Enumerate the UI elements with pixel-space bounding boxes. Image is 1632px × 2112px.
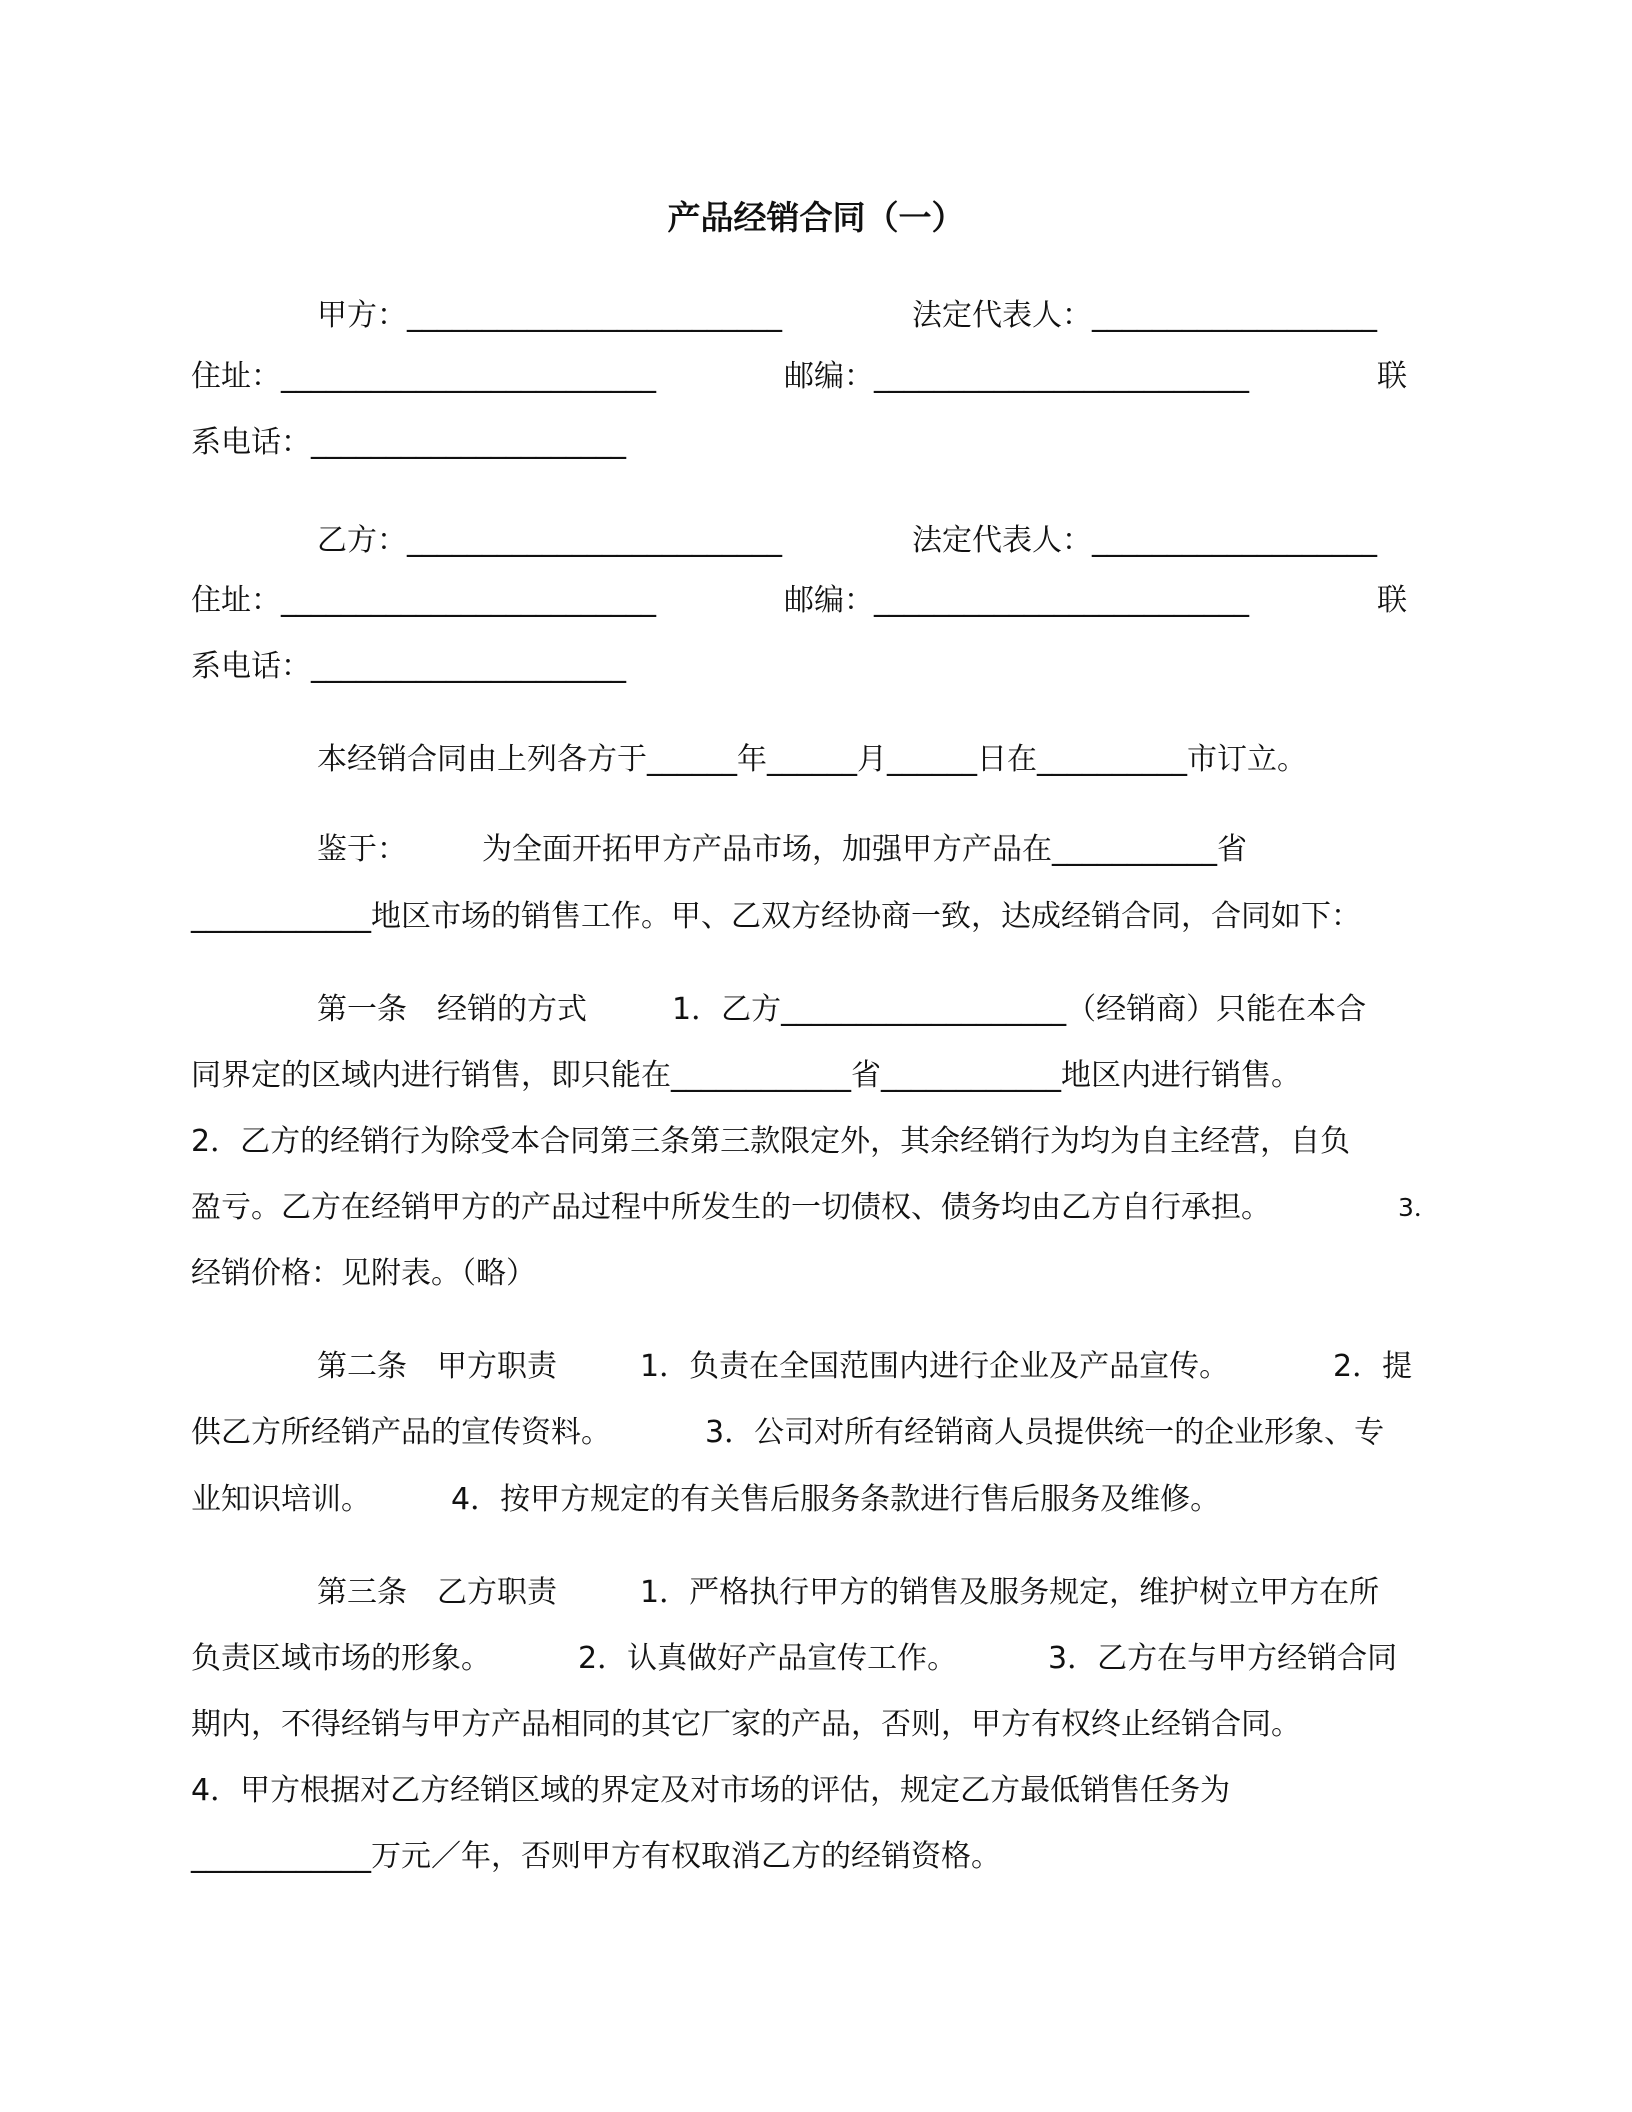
party-b-tel-line [191,647,626,687]
article-3-heading: 第三条 乙方职责 [317,1575,557,1610]
article-2-item-3-end: 业知识培训。 [191,1482,371,1517]
party-a-addr-blank: _________________________ [281,359,656,394]
article-2-heading: 第二条 甲方职责 [317,1349,557,1384]
party-b-tel-blank: _____________________ [311,649,626,684]
whereas-line-1: 为全面开拓甲方产品市场，加强甲方产品在___________省 [482,832,1247,867]
party-a-name-line [317,296,782,336]
party-b-addr-line [191,581,656,621]
party-b-rep-blank: ___________________ [1092,523,1377,558]
party-b-zip-blank: _________________________ [874,583,1249,618]
party-a-tel-line [191,423,626,463]
article-3-item-4: 4．甲方根据对乙方经销区域的界定及对市场的评估，规定乙方最低销售任务为 [191,1773,1231,1808]
party-b-tel-label-start: 联 [1377,583,1407,618]
party-a-name-blank: _________________________ [407,298,782,333]
article-3-item-2: 2．认真做好产品宣传工作。 [578,1641,958,1676]
article-2-item-3: 3．公司对所有经销商人员提供统一的企业形象、专 [705,1415,1385,1450]
party-b-rep-line [912,521,1377,561]
article-1-item-3-number: 3． [1398,1193,1439,1222]
article-2-item-2-start: 2．提 [1333,1349,1413,1384]
document-title: 产品经销合同（一） [667,198,965,237]
article-1-line-2: 同界定的区域内进行销售，即只能在____________省____________地区内进行销售。 [191,1058,1301,1093]
article-1-line-3: 2．乙方的经销行为除受本合同第三条第三款限定外，其余经销行为均为自主经营，自负 [191,1124,1351,1159]
party-a-zip-blank: _________________________ [874,359,1249,394]
party-b-zip-label: 邮编： [784,583,874,618]
party-a-rep-blank: ___________________ [1092,298,1377,333]
whereas-label: 鉴于： [317,832,407,867]
party-a-tel-label-start: 联 [1377,359,1407,394]
article-1-line-1: 1．乙方___________________（经销商）只能在本合 [672,992,1367,1027]
party-a-tel-blank: _____________________ [311,425,626,460]
article-3-item-1: 1．严格执行甲方的销售及服务规定，维护树立甲方在所 [640,1575,1380,1610]
party-a-rep-label: 法定代表人： [912,298,1092,333]
article-1-line-5: 经销价格：见附表。（略） [191,1256,536,1291]
party-b-addr-label: 住址： [191,583,281,618]
article-3-item-4-end: ____________万元／年，否则甲方有权取消乙方的经销资格。 [191,1839,1001,1874]
party-b-rep-label: 法定代表人： [912,523,1092,558]
article-2-item-4: 4．按甲方规定的有关售后服务条款进行售后服务及维修。 [451,1482,1221,1517]
party-a-zip-label: 邮编： [784,359,874,394]
party-b-name-label: 乙方： [317,523,407,558]
article-2-item-2-end: 供乙方所经销产品的宣传资料。 [191,1415,611,1450]
party-b-tel-label: 系电话： [191,649,311,684]
party-b-zip-line [784,581,1249,621]
intro-paragraph: 本经销合同由上列各方于______年______月______日在__________市订立。 [317,742,1307,777]
article-3-item-3: 3．乙方在与甲方经销合同 [1048,1641,1398,1676]
party-a-addr-line [191,357,656,397]
party-b-name-blank: _________________________ [407,523,782,558]
party-a-name-label: 甲方： [317,298,407,333]
party-b-addr-blank: _________________________ [281,583,656,618]
article-1-line-4: 盈亏。乙方在经销甲方的产品过程中所发生的一切债权、债务均由乙方自行承担。 [191,1190,1271,1225]
party-b-name-line [317,521,782,561]
party-a-tel-label: 系电话： [191,425,311,460]
party-a-rep-line [912,296,1377,336]
whereas-line-2: ____________地区市场的销售工作。甲、乙双方经协商一致，达成经销合同，合同如下： [191,899,1361,934]
party-a-addr-label: 住址： [191,359,281,394]
party-a-zip-line [784,357,1249,397]
article-3-item-3-end: 期内，不得经销与甲方产品相同的其它厂家的产品，否则，甲方有权终止经销合同。 [191,1707,1301,1742]
article-2-item-1: 1．负责在全国范围内进行企业及产品宣传。 [640,1349,1230,1384]
article-3-item-1-end: 负责区域市场的形象。 [191,1641,491,1676]
article-1-heading: 第一条 经销的方式 [317,992,587,1027]
